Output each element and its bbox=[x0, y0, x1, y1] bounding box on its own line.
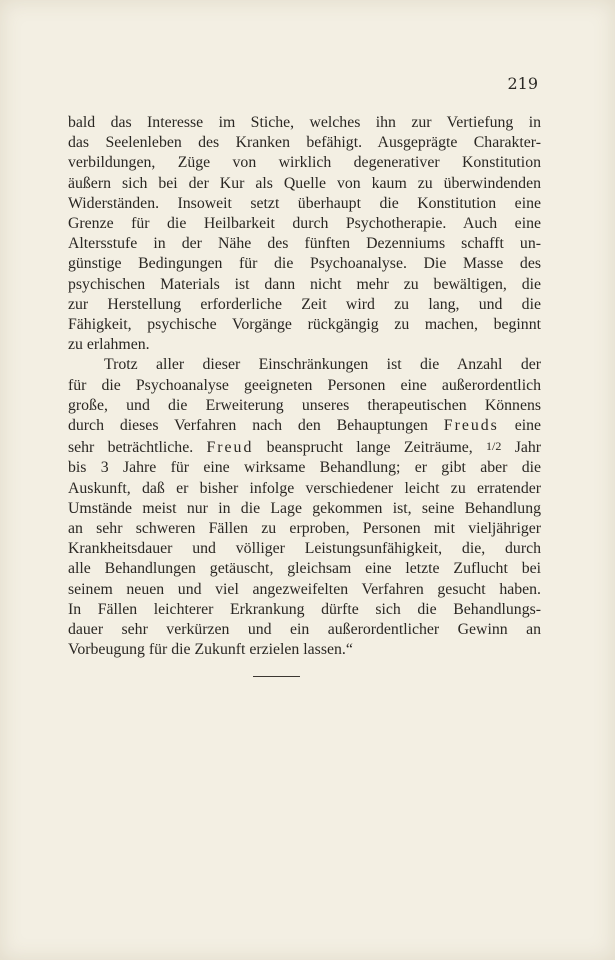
fraction-one-half: 1/2 bbox=[486, 439, 502, 454]
text-line: an sehr schweren Fällen zu erproben, Personen mit vieljähriger bbox=[68, 520, 541, 538]
text-segment: sehr beträchtliche. bbox=[68, 439, 194, 457]
paragraph-1 bbox=[68, 113, 541, 355]
text-segment: Jahr bbox=[514, 439, 542, 457]
text-line: zur Herstellung erforderliche Zeit wird zu lang, und die bbox=[68, 295, 541, 313]
text-segment: eine bbox=[514, 417, 541, 435]
text-line: alle Behandlungen getäuscht, gleichsam eine letzte Zuflucht bei bbox=[68, 560, 541, 578]
text-line: verbildungen, Züge von wirklich degenerativer Konstitution bbox=[68, 154, 541, 172]
paragraph-2 bbox=[68, 355, 541, 660]
text-line: zu erlahmen. bbox=[68, 336, 150, 354]
text-line: psychischen Materials ist dann nicht mehr zu bewältigen, die bbox=[68, 275, 541, 293]
text-line: seinem neuen und viel angezweifelten Verfahren gesucht haben. bbox=[68, 580, 541, 598]
page-number: 219 bbox=[507, 74, 538, 93]
text-line: Vorbeugung für die Zukunft erzielen lassen.“ bbox=[68, 641, 353, 659]
text-line: günstige Bedingungen für die Psychoanalyse. Die Masse des bbox=[68, 255, 541, 273]
section-divider-rule bbox=[253, 676, 300, 677]
text-line: bald das Interesse im Stiche, welches ihn zur Vertiefung in bbox=[68, 114, 541, 131]
text-line: Umstände meist nur in die Lage gekommen ist, seine Behandlung bbox=[68, 499, 541, 517]
text-line: Krankheitsdauer und völliger Leistungsunfähigkeit, die, durch bbox=[68, 540, 541, 558]
text-segment: durch dieses Verfahren nach den Behauptungen bbox=[68, 417, 428, 435]
author-name-spaced: Freuds bbox=[443, 417, 499, 435]
text-line: bis 3 Jahre für eine wirksame Behandlung; er gibt aber die bbox=[68, 459, 541, 477]
text-line: Grenze für die Heilbarkeit durch Psychotherapie. Auch eine bbox=[68, 215, 541, 233]
text-line bbox=[68, 416, 541, 436]
text-line: Trotz aller dieser Einschränkungen ist die Anzahl der bbox=[104, 356, 541, 374]
body-text bbox=[68, 113, 541, 660]
text-line: Fähigkeit, psychische Vorgänge rückgängig zu machen, beginnt bbox=[68, 316, 541, 334]
text-line: Auskunft, daß er bisher infolge verschiedener leicht zu erratender bbox=[68, 479, 541, 497]
author-name-spaced: Freud bbox=[206, 439, 254, 457]
text-line: Altersstufe in der Nähe des fünften Dezenniums schafft un- bbox=[68, 235, 541, 253]
text-line: In Fällen leichterer Erkrankung dürfte sich die Behandlungs- bbox=[68, 600, 541, 618]
text-line: äußern sich bei der Kur als Quelle von kaum zu überwindenden bbox=[68, 174, 541, 192]
text-line: das Seelenleben des Kranken befähigt. Ausgeprägte Charakter- bbox=[68, 134, 541, 152]
text-line: dauer sehr verkürzen und ein außerordentlicher Gewinn an bbox=[68, 621, 541, 639]
text-line bbox=[68, 436, 541, 458]
text-line: für die Psychoanalyse geeigneten Personen eine außerordentlich bbox=[68, 376, 541, 394]
text-line: große, und die Erweiterung unseres therapeutischen Könnens bbox=[68, 396, 541, 414]
text-segment: beansprucht lange Zeiträume, bbox=[266, 439, 473, 457]
text-line: Widerständen. Insoweit setzt überhaupt die Konstitution eine bbox=[68, 194, 541, 212]
